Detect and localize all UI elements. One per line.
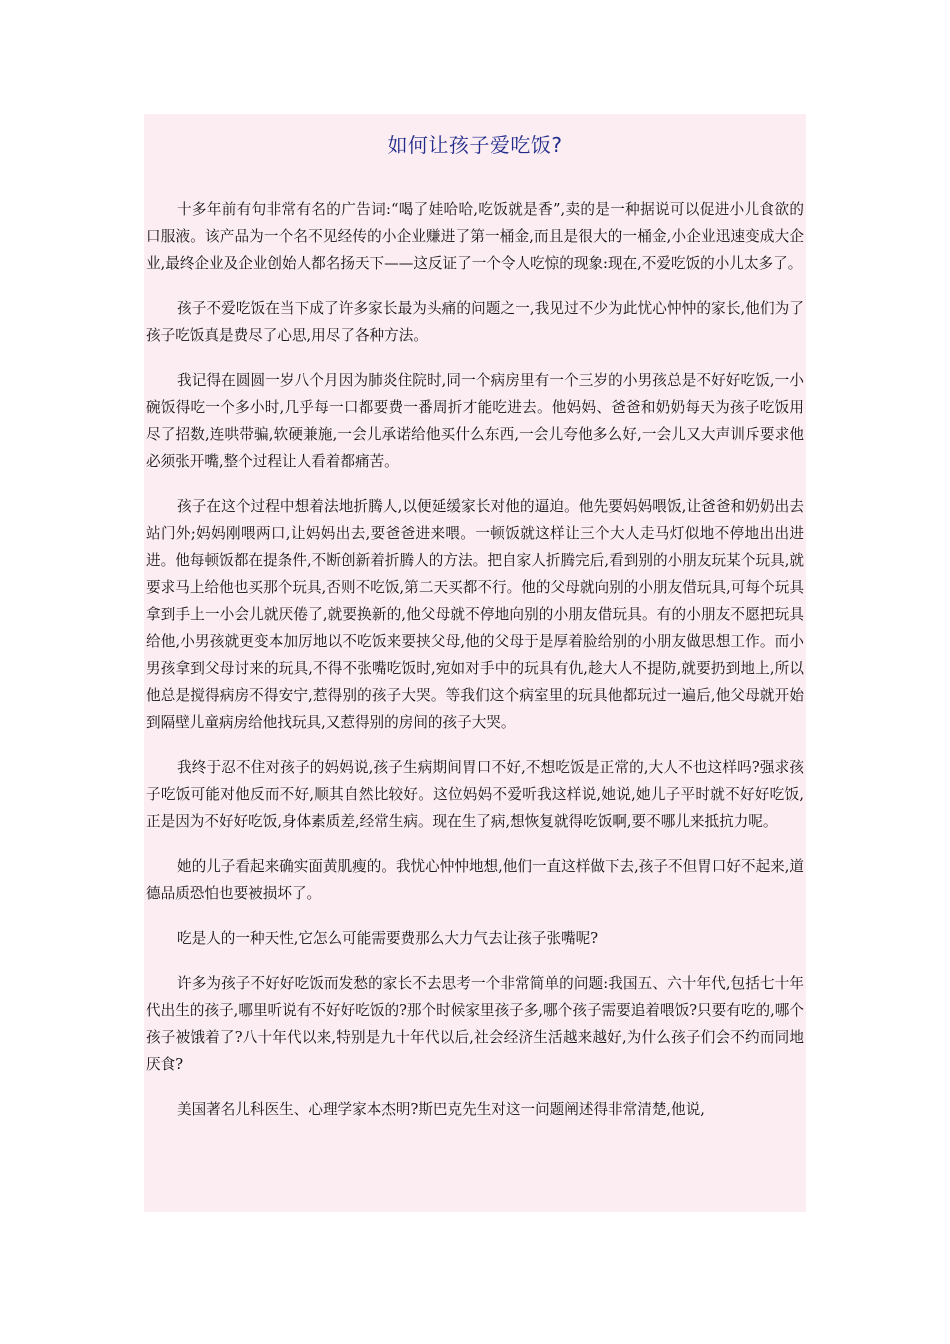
paragraph: 十多年前有句非常有名的广告词:“喝了娃哈哈,吃饭就是香”,卖的是一种据说可以促进小儿食欲的口服液。该产品为一个名不见经传的小企业赚进了第一桶金,而且是很大的一桶金,小企业迅速变成大企业,最终企业及企业创始人都名扬天下——这反证了一个令人吃惊的现象:现在,不爱吃饭的小儿太多了。 (146, 201, 804, 272)
paragraph: 她的儿子看起来确实面黄肌瘦的。我忧心忡忡地想,他们一直这样做下去,孩子不但胃口好不起来,道德品质恐怕也要被损坏了。 (146, 858, 804, 902)
paragraph: 我记得在圆圆一岁八个月因为肺炎住院时,同一个病房里有一个三岁的小男孩总是不好好吃饭,一小碗饭得吃一个多小时,几乎每一口都要费一番周折才能吃进去。他妈妈、爸爸和奶奶每天为孩子吃饭用尽了招数,连哄带骗,软硬兼施,一会儿承诺给他买什么东西,一会儿夸他多么好,一会儿又大声训斥要求他必须张开嘴,整个过程让人看着都痛苦。 (146, 372, 804, 470)
document-title: 如何让孩子爱吃饭? (387, 133, 563, 157)
paragraph: 孩子在这个过程中想着法地折腾人,以便延缓家长对他的逼迫。他先要妈妈喂饭,让爸爸和奶奶出去站门外;妈妈刚喂两口,让妈妈出去,要爸爸进来喂。一顿饭就这样让三个大人走马灯似地不停地出出进进。他每顿饭都在提条件,不断创新着折腾人的方法。把自家人折腾完后,看到别的小朋友玩某个玩具,就要求马上给他也买那个玩具,否则不吃饭,第二天买都不行。他的父母就向别的小朋友借玩具,可每个玩具拿到手上一小会儿就厌倦了,就要换新的,他父母就不停地向别的小朋友借玩具。有的小朋友不愿把玩具给他,小男孩就更变本加厉地以不吃饭来要挟父母,他的父母于是厚着脸给别的小朋友做思想工作。而小男孩拿到父母讨来的玩具,不得不张嘴吃饭时,宛如对手中的玩具有仇,趁大人不提防,就要扔到地上,所以他总是搅得病房不得安宁,惹得别的孩子大哭。等我们这个病室里的玩具他都玩过一遍后,他父母就开始到隔壁儿童病房给他找玩具,又惹得别的房间的孩子大哭。 (146, 498, 804, 731)
paragraph: 许多为孩子不好好吃饭而发愁的家长不去思考一个非常简单的问题:我国五、六十年代,包括七十年代出生的孩子,哪里听说有不好好吃饭的?那个时候家里孩子多,哪个孩子需要追着喂饭?只要有吃的,哪个孩子被饿着了?八十年代以来,特别是九十年代以后,社会经济生活越来越好,为什么孩子们会不约而同地厌食? (146, 975, 804, 1073)
paragraph: 美国著名儿科医生、心理学家本杰明?斯巴克先生对这一问题阐述得非常清楚,他说, (177, 1101, 705, 1118)
document-page (144, 114, 806, 1212)
paragraph: 孩子不爱吃饭在当下成了许多家长最为头痛的问题之一,我见过不少为此忧心忡忡的家长,他们为了孩子吃饭真是费尽了心思,用尽了各种方法。 (146, 300, 804, 344)
document-body (146, 196, 804, 1123)
paragraph: 我终于忍不住对孩子的妈妈说,孩子生病期间胃口不好,不想吃饭是正常的,大人不也这样吗?强求孩子吃饭可能对他反而不好,顺其自然比较好。这位妈妈不爱听我这样说,她说,她儿子平时就不好好吃饭,正是因为不好好吃饭,身体素质差,经常生病。现在生了病,想恢复就得吃饭啊,要不哪儿来抵抗力呢。 (146, 759, 804, 830)
paragraph: 吃是人的一种天性,它怎么可能需要费那么大力气去让孩子张嘴呢? (177, 930, 599, 947)
